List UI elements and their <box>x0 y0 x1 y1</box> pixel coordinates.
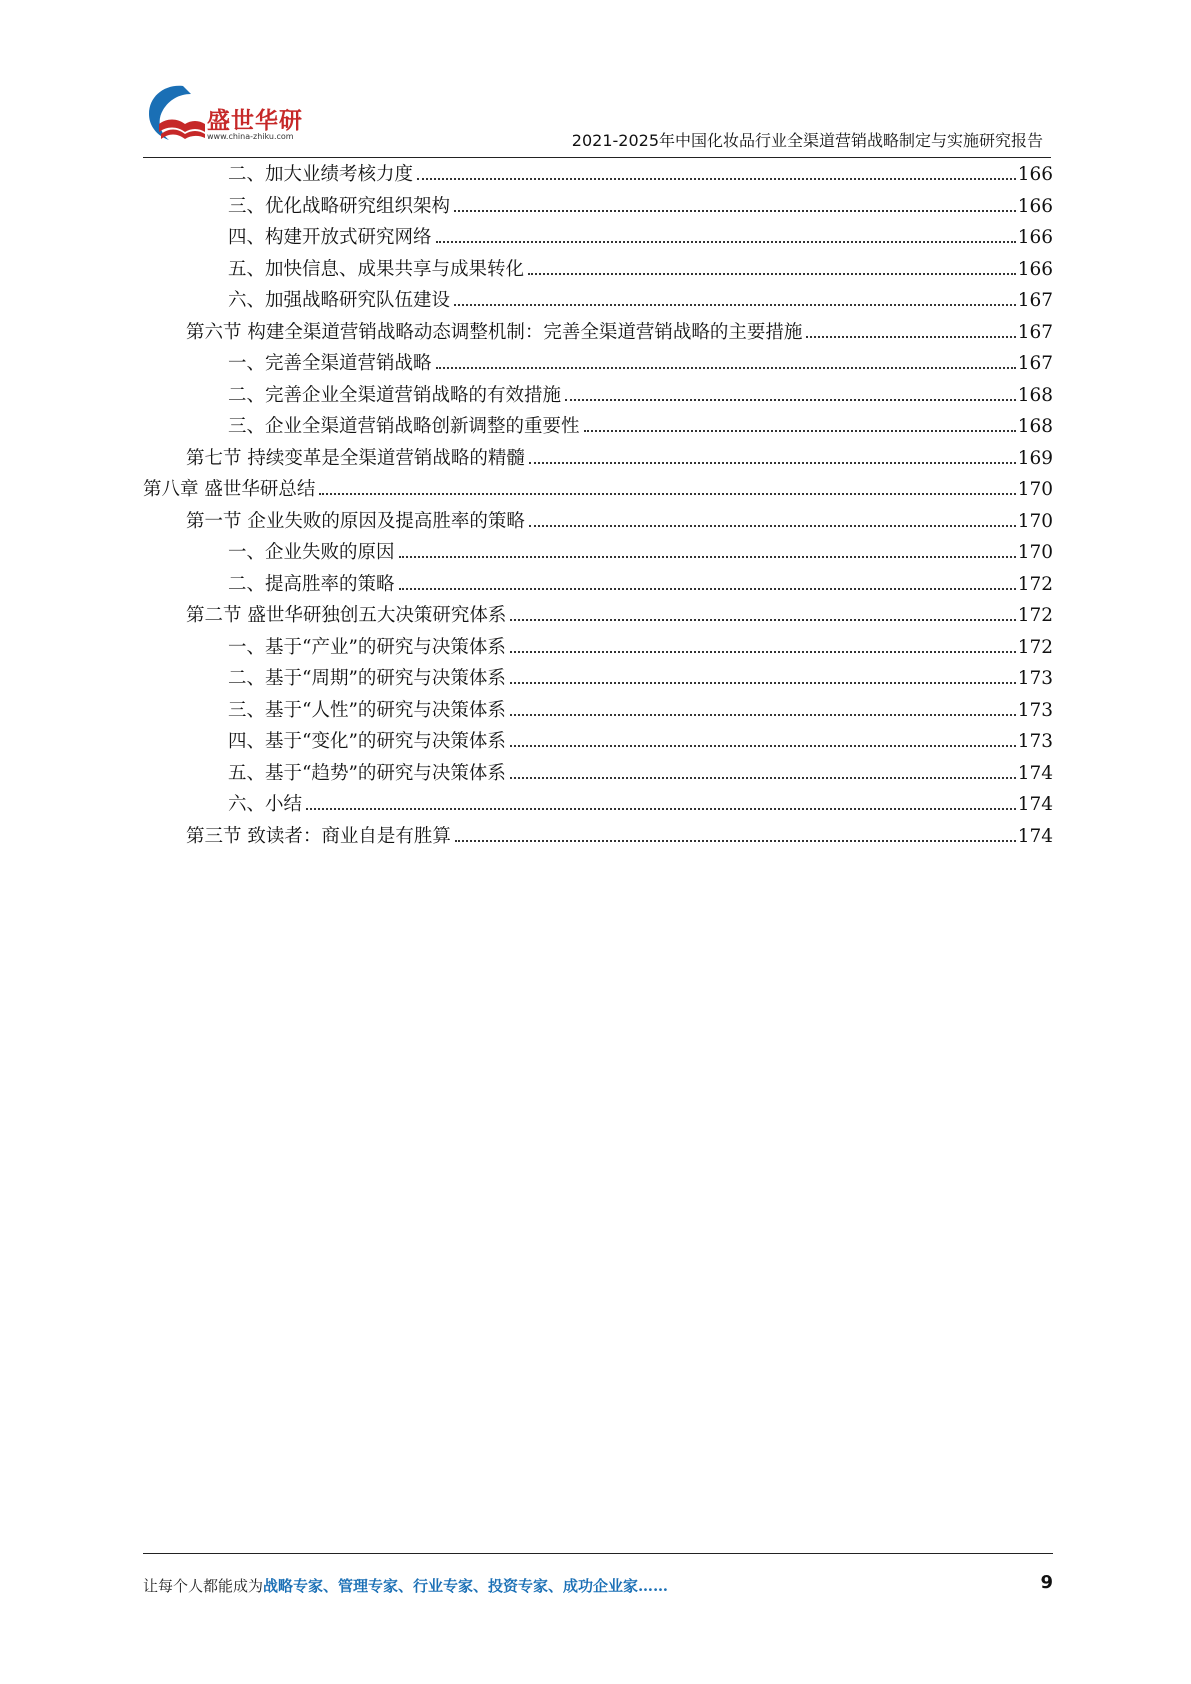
toc-leader-dots <box>454 210 1016 212</box>
footer-divider <box>143 1553 1053 1554</box>
toc-entry[interactable] <box>143 727 1053 759</box>
page-header <box>143 80 1051 162</box>
toc-entry-page: 174 <box>1017 825 1053 847</box>
logo-url: www.china-zhiku.com <box>207 132 294 141</box>
toc-entry[interactable] <box>143 696 1053 728</box>
toc-entry-title: 第三节 致读者：商业自是有胜算 <box>186 825 451 847</box>
toc-entry-page: 173 <box>1017 731 1053 752</box>
toc-entry-title: 四、构建开放式研究网络 <box>228 227 432 248</box>
toc-leader-dots <box>529 462 1016 464</box>
toc-entry-title: 三、优化战略研究组织架构 <box>228 195 451 217</box>
toc-entry-page: 167 <box>1017 290 1053 311</box>
toc-entry[interactable] <box>143 633 1053 665</box>
toc-entry-title: 第七节 持续变革是全渠道营销战略的精髓 <box>186 447 525 469</box>
toc-entry-title: 一、基于“产业”的研究与决策体系 <box>228 636 506 658</box>
toc-entry[interactable] <box>143 286 1053 318</box>
toc-entry[interactable] <box>143 223 1053 255</box>
toc-entry-title: 一、企业失败的原因 <box>228 542 395 563</box>
toc-entry[interactable] <box>143 318 1053 350</box>
toc-entry-page: 166 <box>1017 227 1053 248</box>
toc-leader-dots <box>417 178 1016 180</box>
toc-entry[interactable] <box>143 601 1053 633</box>
toc-entry-page: 170 <box>1017 479 1053 500</box>
header-divider <box>143 157 1051 158</box>
toc-entry-page: 173 <box>1017 668 1053 689</box>
toc-entry[interactable] <box>143 160 1053 192</box>
toc-leader-dots <box>510 777 1016 779</box>
toc-entry-page: 166 <box>1017 258 1053 280</box>
toc-entry[interactable] <box>143 664 1053 696</box>
toc-entry-page: 166 <box>1017 195 1053 217</box>
toc-entry[interactable] <box>143 759 1053 791</box>
toc-leader-dots <box>399 556 1016 558</box>
toc-entry[interactable] <box>143 475 1053 507</box>
toc-leader-dots <box>510 651 1016 653</box>
toc-entry[interactable] <box>143 255 1053 287</box>
toc-entry[interactable] <box>143 412 1053 444</box>
toc-leader-dots <box>584 430 1016 432</box>
toc-entry-page: 174 <box>1017 762 1053 784</box>
toc-entry-page: 173 <box>1017 699 1053 721</box>
toc-leader-dots <box>529 525 1016 527</box>
toc-entry-title: 三、基于“人性”的研究与决策体系 <box>228 699 506 721</box>
toc-leader-dots <box>306 808 1016 810</box>
toc-entry-title: 三、企业全渠道营销战略创新调整的重要性 <box>228 416 580 437</box>
toc-entry-title: 第一节 企业失败的原因及提高胜率的策略 <box>186 510 525 532</box>
toc-leader-dots <box>436 367 1016 369</box>
toc-entry-title: 第二节 盛世华研独创五大决策研究体系 <box>186 605 507 626</box>
toc-entry[interactable] <box>143 507 1053 539</box>
toc-entry-title: 第六节 构建全渠道营销战略动态调整机制：完善全渠道营销战略的主要措施 <box>186 321 803 343</box>
toc-entry-title: 二、基于“周期”的研究与决策体系 <box>228 668 506 689</box>
toc-entry[interactable] <box>143 570 1053 602</box>
toc-entry-page: 170 <box>1017 542 1053 563</box>
toc-entry-title: 五、加快信息、成果共享与成果转化 <box>228 258 525 280</box>
footer-slogan <box>143 1575 668 1596</box>
toc-entry[interactable] <box>143 381 1053 413</box>
logo-name: 盛世华研 <box>207 108 303 134</box>
toc-entry[interactable] <box>143 349 1053 381</box>
table-of-contents <box>143 160 1053 853</box>
toc-leader-dots <box>510 745 1016 747</box>
toc-entry-page: 169 <box>1017 447 1053 469</box>
toc-leader-dots <box>436 241 1016 243</box>
toc-entry[interactable] <box>143 192 1053 224</box>
toc-entry-title: 六、加强战略研究队伍建设 <box>228 290 451 311</box>
report-title: 2021-2025年中国化妆品行业全渠道营销战略制定与实施研究报告 <box>571 131 1043 150</box>
toc-entry-page: 168 <box>1017 416 1053 437</box>
toc-leader-dots <box>510 619 1015 621</box>
toc-entry[interactable] <box>143 444 1053 476</box>
toc-entry[interactable] <box>143 790 1053 822</box>
toc-leader-dots <box>806 336 1015 338</box>
page-number: 9 <box>1040 1572 1053 1593</box>
toc-entry-page: 172 <box>1017 573 1053 595</box>
toc-leader-dots <box>565 399 1016 401</box>
logo-emblem-icon <box>143 80 209 146</box>
toc-leader-dots <box>510 714 1016 716</box>
toc-leader-dots <box>528 273 1016 275</box>
toc-entry-page: 170 <box>1017 510 1053 532</box>
toc-entry-page: 168 <box>1017 384 1053 406</box>
toc-entry[interactable] <box>143 538 1053 570</box>
toc-leader-dots <box>454 304 1016 306</box>
toc-entry-title: 二、提高胜率的策略 <box>228 573 395 595</box>
toc-leader-dots <box>319 493 1015 495</box>
company-logo <box>143 80 323 152</box>
toc-entry-title: 一、完善全渠道营销战略 <box>228 353 432 374</box>
toc-entry-title: 四、基于“变化”的研究与决策体系 <box>228 731 506 752</box>
toc-entry-page: 167 <box>1017 353 1053 374</box>
toc-entry-title: 二、完善企业全渠道营销战略的有效措施 <box>228 384 562 406</box>
toc-entry-title: 第八章 盛世华研总结 <box>143 479 316 500</box>
toc-entry-title: 二、加大业绩考核力度 <box>228 164 414 185</box>
toc-entry-page: 166 <box>1017 164 1053 185</box>
slogan-lead: 让每个人都能成为 <box>143 1577 264 1595</box>
slogan-highlight: 战略专家、管理专家、行业专家、投资专家、成功企业家…… <box>263 1577 669 1595</box>
toc-entry-title: 五、基于“趋势”的研究与决策体系 <box>228 762 506 784</box>
toc-entry-page: 172 <box>1017 636 1053 658</box>
toc-entry[interactable] <box>143 822 1053 854</box>
toc-entry-page: 174 <box>1017 794 1053 815</box>
toc-entry-title: 六、小结 <box>228 794 303 815</box>
toc-leader-dots <box>510 682 1016 684</box>
toc-entry-page: 172 <box>1017 605 1053 626</box>
toc-leader-dots <box>455 840 1016 842</box>
toc-entry-page: 167 <box>1017 321 1053 343</box>
toc-leader-dots <box>399 588 1016 590</box>
